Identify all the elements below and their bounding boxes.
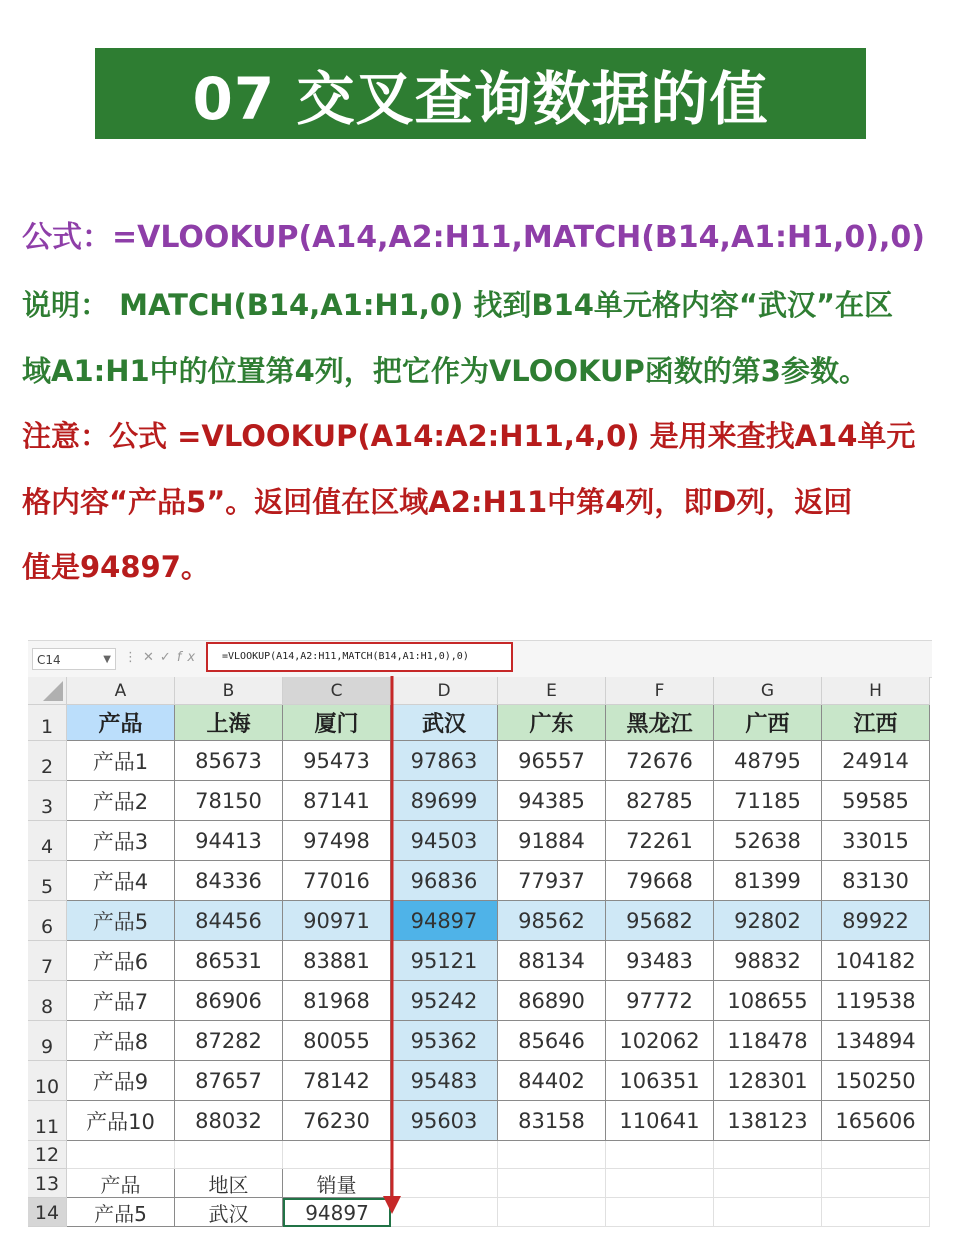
cell-h5[interactable]: 83130 xyxy=(822,861,930,901)
cell-h9[interactable]: 134894 xyxy=(822,1021,930,1061)
cell-d6[interactable]: 94897 xyxy=(391,901,498,941)
cell-e14[interactable] xyxy=(498,1198,606,1227)
cell-f11[interactable]: 110641 xyxy=(606,1101,714,1141)
chevron-down-icon[interactable]: ▼ xyxy=(103,654,111,665)
cell-f3[interactable]: 82785 xyxy=(606,781,714,821)
row-header-2[interactable]: 2 xyxy=(28,741,67,781)
cell-h12[interactable] xyxy=(822,1141,930,1169)
cell-c13[interactable]: 销量 xyxy=(283,1169,391,1198)
cell-b13[interactable]: 地区 xyxy=(175,1169,283,1198)
cell-g6[interactable]: 92802 xyxy=(714,901,822,941)
cell-e5[interactable]: 77937 xyxy=(498,861,606,901)
cell-g2[interactable]: 48795 xyxy=(714,741,822,781)
cell-h7[interactable]: 104182 xyxy=(822,941,930,981)
note-line-1: 注意：公式 =VLOOKUP(A14:A2:H11,4,0) 是用来查找A14单元 xyxy=(22,419,916,453)
column-header-d[interactable]: D xyxy=(391,677,498,705)
cell-a6[interactable]: 产品5 xyxy=(67,901,175,941)
cell-b11[interactable]: 88032 xyxy=(175,1101,283,1141)
select-all-triangle-icon xyxy=(43,681,63,701)
cell-g1[interactable]: 广西 xyxy=(714,705,822,741)
cell-b12[interactable] xyxy=(175,1141,283,1169)
cell-c2[interactable]: 95473 xyxy=(283,741,391,781)
cell-b6[interactable]: 84456 xyxy=(175,901,283,941)
cell-b1[interactable]: 上海 xyxy=(175,705,283,741)
note-line-3: 值是94897。 xyxy=(22,550,210,584)
column-header-f[interactable]: F xyxy=(606,677,714,705)
cell-g8[interactable]: 108655 xyxy=(714,981,822,1021)
formula-bar-icons xyxy=(124,650,201,665)
cell-e1[interactable]: 广东 xyxy=(498,705,606,741)
cell-d12[interactable] xyxy=(391,1141,498,1169)
cell-g14[interactable] xyxy=(714,1198,822,1227)
cell-a3[interactable]: 产品2 xyxy=(67,781,175,821)
cell-h11[interactable]: 165606 xyxy=(822,1101,930,1141)
cell-b14[interactable]: 武汉 xyxy=(175,1198,283,1227)
row-header-8[interactable]: 8 xyxy=(28,981,67,1021)
cell-c10[interactable]: 78142 xyxy=(283,1061,391,1101)
confirm-icon[interactable]: ✓ xyxy=(159,650,177,665)
cell-f8[interactable]: 97772 xyxy=(606,981,714,1021)
cell-b10[interactable]: 87657 xyxy=(175,1061,283,1101)
cell-f4[interactable]: 72261 xyxy=(606,821,714,861)
cell-d13[interactable] xyxy=(391,1169,498,1198)
cell-g10[interactable]: 128301 xyxy=(714,1061,822,1101)
cell-a10[interactable]: 产品9 xyxy=(67,1061,175,1101)
cell-h13[interactable] xyxy=(822,1169,930,1198)
cell-d10[interactable]: 95483 xyxy=(391,1061,498,1101)
row-header-14[interactable]: 14 xyxy=(28,1198,67,1227)
row-header-3[interactable]: 3 xyxy=(28,781,67,821)
row-header-11[interactable]: 11 xyxy=(28,1101,67,1141)
cell-h6[interactable]: 89922 xyxy=(822,901,930,941)
cell-d8[interactable]: 95242 xyxy=(391,981,498,1021)
cell-e11[interactable]: 83158 xyxy=(498,1101,606,1141)
cell-c11[interactable]: 76230 xyxy=(283,1101,391,1141)
row-header-10[interactable]: 10 xyxy=(28,1061,67,1101)
column-header-e[interactable]: E xyxy=(498,677,606,705)
cell-b2[interactable]: 85673 xyxy=(175,741,283,781)
row-header-5[interactable]: 5 xyxy=(28,861,67,901)
cell-e4[interactable]: 91884 xyxy=(498,821,606,861)
cell-c9[interactable]: 80055 xyxy=(283,1021,391,1061)
cell-a2[interactable]: 产品1 xyxy=(67,741,175,781)
cell-h14[interactable] xyxy=(822,1198,930,1227)
column-header-g[interactable]: G xyxy=(714,677,822,705)
cell-d5[interactable]: 96836 xyxy=(391,861,498,901)
cell-e3[interactable]: 94385 xyxy=(498,781,606,821)
more-icon: ⋮ xyxy=(124,650,143,665)
row-header-12[interactable]: 12 xyxy=(28,1141,67,1169)
cell-e10[interactable]: 84402 xyxy=(498,1061,606,1101)
cell-e13[interactable] xyxy=(498,1169,606,1198)
column-header-c[interactable]: C xyxy=(283,677,391,705)
cell-a11[interactable]: 产品10 xyxy=(67,1101,175,1141)
cell-d2[interactable]: 97863 xyxy=(391,741,498,781)
cell-e2[interactable]: 96557 xyxy=(498,741,606,781)
cell-d1[interactable]: 武汉 xyxy=(391,705,498,741)
cell-c4[interactable]: 97498 xyxy=(283,821,391,861)
cell-f13[interactable] xyxy=(606,1169,714,1198)
cell-c8[interactable]: 81968 xyxy=(283,981,391,1021)
cell-h8[interactable]: 119538 xyxy=(822,981,930,1021)
cell-e12[interactable] xyxy=(498,1141,606,1169)
spreadsheet xyxy=(28,640,932,1240)
cell-f5[interactable]: 79668 xyxy=(606,861,714,901)
cell-f1[interactable]: 黑龙江 xyxy=(606,705,714,741)
row-header-13[interactable]: 13 xyxy=(28,1169,67,1198)
cell-d9[interactable]: 95362 xyxy=(391,1021,498,1061)
cell-c7[interactable]: 83881 xyxy=(283,941,391,981)
cell-b9[interactable]: 87282 xyxy=(175,1021,283,1061)
cell-e8[interactable]: 86890 xyxy=(498,981,606,1021)
cell-e9[interactable]: 85646 xyxy=(498,1021,606,1061)
page-title: 07 交叉查询数据的值 xyxy=(192,64,769,133)
column-header-b[interactable]: B xyxy=(175,677,283,705)
cell-h4[interactable]: 33015 xyxy=(822,821,930,861)
row-header-6[interactable]: 6 xyxy=(28,901,67,941)
cell-b3[interactable]: 78150 xyxy=(175,781,283,821)
column-header-a[interactable]: A xyxy=(67,677,175,705)
note-line-2: 格内容“产品5”。返回值在区域A2:H11中第4列，即D列，返回 xyxy=(22,485,853,519)
cell-a7[interactable]: 产品6 xyxy=(67,941,175,981)
cell-a1[interactable]: 产品 xyxy=(67,705,175,741)
cell-g5[interactable]: 81399 xyxy=(714,861,822,901)
cell-a5[interactable]: 产品4 xyxy=(67,861,175,901)
row-header-7[interactable]: 7 xyxy=(28,941,67,981)
cell-e6[interactable]: 98562 xyxy=(498,901,606,941)
cell-d11[interactable]: 95603 xyxy=(391,1101,498,1141)
cell-f10[interactable]: 106351 xyxy=(606,1061,714,1101)
cell-b7[interactable]: 86531 xyxy=(175,941,283,981)
title-banner xyxy=(95,48,866,139)
cell-d4[interactable]: 94503 xyxy=(391,821,498,861)
cell-a9[interactable]: 产品8 xyxy=(67,1021,175,1061)
cell-a14[interactable]: 产品5 xyxy=(67,1198,175,1227)
cell-d7[interactable]: 95121 xyxy=(391,941,498,981)
cell-h10[interactable]: 150250 xyxy=(822,1061,930,1101)
row-header-4[interactable]: 4 xyxy=(28,821,67,861)
cell-c1[interactable]: 厦门 xyxy=(283,705,391,741)
cell-h1[interactable]: 江西 xyxy=(822,705,930,741)
cell-g9[interactable]: 118478 xyxy=(714,1021,822,1061)
cell-g4[interactable]: 52638 xyxy=(714,821,822,861)
name-box-value: C14 xyxy=(37,653,61,667)
cell-f2[interactable]: 72676 xyxy=(606,741,714,781)
cell-a4[interactable]: 产品3 xyxy=(67,821,175,861)
column-header-h[interactable]: H xyxy=(822,677,930,705)
cell-h3[interactable]: 59585 xyxy=(822,781,930,821)
cell-g7[interactable]: 98832 xyxy=(714,941,822,981)
cell-c14[interactable]: 94897 xyxy=(283,1198,391,1227)
cell-g12[interactable] xyxy=(714,1141,822,1169)
row-header-9[interactable]: 9 xyxy=(28,1021,67,1061)
cancel-icon[interactable]: ✕ xyxy=(143,650,160,665)
cell-e7[interactable]: 88134 xyxy=(498,941,606,981)
cell-h2[interactable]: 24914 xyxy=(822,741,930,781)
select-all-corner[interactable] xyxy=(28,677,67,705)
cell-a8[interactable]: 产品7 xyxy=(67,981,175,1021)
cell-f12[interactable] xyxy=(606,1141,714,1169)
cell-b8[interactable]: 86906 xyxy=(175,981,283,1021)
formula-line: 公式：=VLOOKUP(A14,A2:H11,MATCH(B14,A1:H1,0),0) xyxy=(22,220,925,255)
cell-c6[interactable]: 90971 xyxy=(283,901,391,941)
explain-line-2: 域A1:H1中的位置第4列，把它作为VLOOKUP函数的第3参数。 xyxy=(22,354,868,388)
explain-line-1: 说明： MATCH(B14,A1:H1,0) 找到B14单元格内容“武汉”在区 xyxy=(22,288,894,322)
cell-d3[interactable]: 89699 xyxy=(391,781,498,821)
fx-icon[interactable]: fx xyxy=(176,650,202,665)
cell-c5[interactable]: 77016 xyxy=(283,861,391,901)
cell-a12[interactable] xyxy=(67,1141,175,1169)
cell-g11[interactable]: 138123 xyxy=(714,1101,822,1141)
cell-a13[interactable]: 产品 xyxy=(67,1169,175,1198)
cell-f6[interactable]: 95682 xyxy=(606,901,714,941)
cell-g13[interactable] xyxy=(714,1169,822,1198)
cell-c12[interactable] xyxy=(283,1141,391,1169)
formula-input[interactable]: =VLOOKUP(A14,A2:H11,MATCH(B14,A1:H1,0),0) xyxy=(206,642,513,672)
cell-f14[interactable] xyxy=(606,1198,714,1227)
cell-c3[interactable]: 87141 xyxy=(283,781,391,821)
cell-d14[interactable] xyxy=(391,1198,498,1227)
name-box[interactable] xyxy=(32,648,116,670)
cell-f7[interactable]: 93483 xyxy=(606,941,714,981)
row-header-1[interactable]: 1 xyxy=(28,705,67,741)
cell-f9[interactable]: 102062 xyxy=(606,1021,714,1061)
cell-g3[interactable]: 71185 xyxy=(714,781,822,821)
cell-b5[interactable]: 84336 xyxy=(175,861,283,901)
formula-bar xyxy=(28,640,932,678)
cell-b4[interactable]: 94413 xyxy=(175,821,283,861)
